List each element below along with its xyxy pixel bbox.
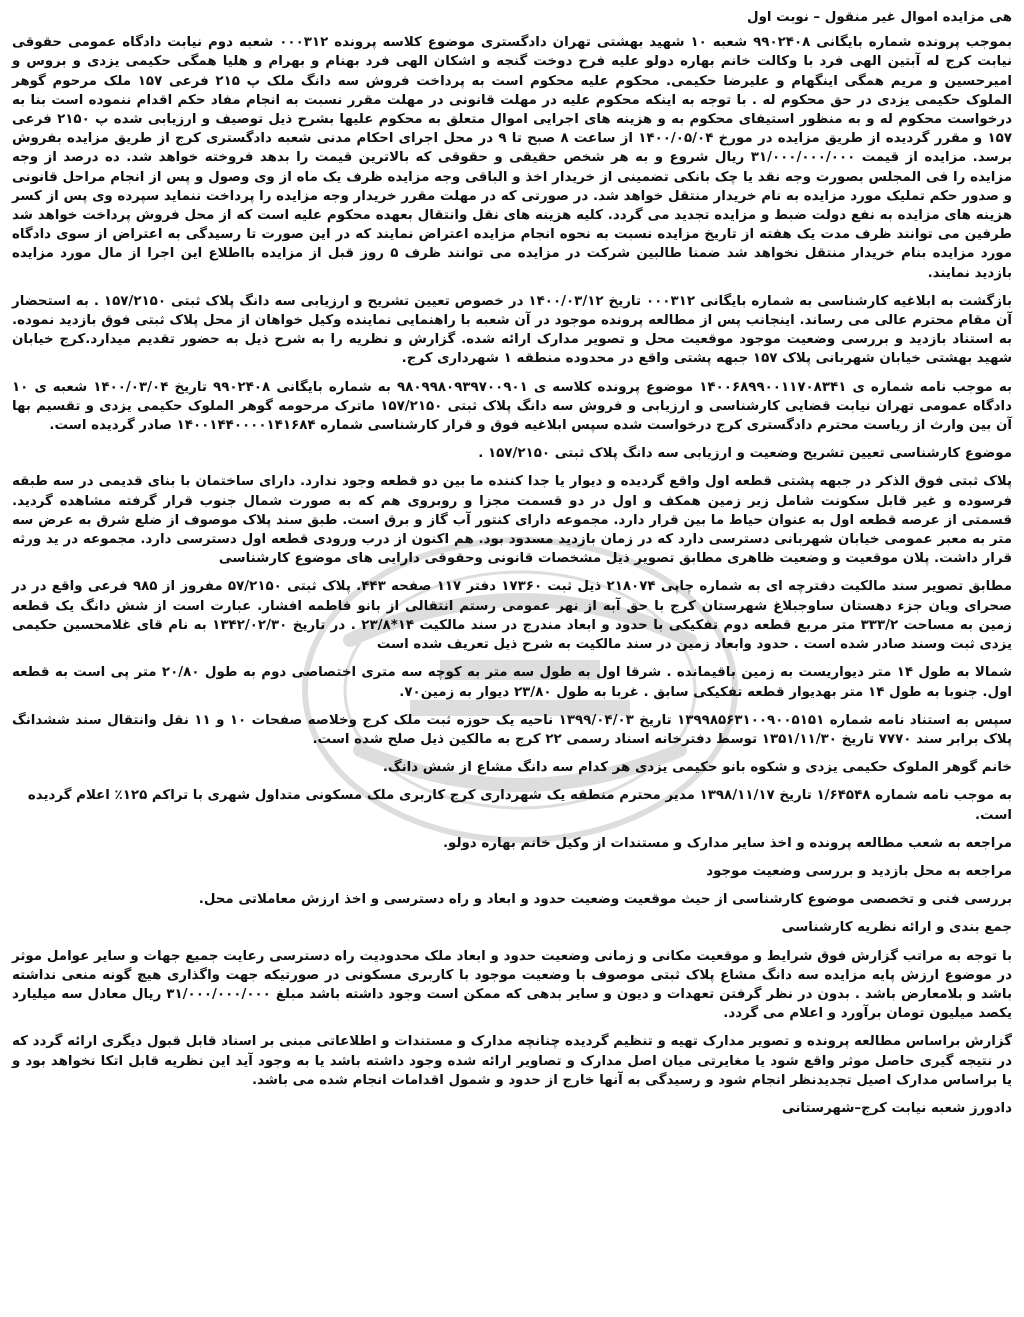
paragraph-disclaimer: گزارش براساس مطالعه پرونده و تصویر مدارک تهیه و تنظیم گردیده چنانچه مدارک و مستندات و اطلاعاتی مبنی بر اسناد قابل قبول دیگری ارائه گردد که در نتیجه گیری حاصل موثر واقع شود یا مغایرتی میان اصل مدارک و تصاویر ارائه شده وجود داشته باشد یا به وجود آید این نظریه قابل اتکا نخواهد بود و یا براساس مدارک اصیل تجدیدنظر انجام شود و رسیدگی به آنها خارج از حدود و شمول اقدامات انجام شده می باشد. — [12, 1034, 1012, 1088]
paragraph-property-description: پلاک ثبتی فوق الذکر در جبهه پشتی قطعه اول واقع گردیده و دیوار یا جدا کننده ما بین دو قطعه وجود ندارد. دارای ساختمان با بنای قدیمی در سه طبقه فرسوده و غیر قابل سکونت شامل زیر زمین همکف و اول در دو قسمت مجزا و روبروی هم که به صورت شمال جنوب قرار گرفته مشاهده گردید. قسمتی از عرصه قطعه اول به عنوان حیاط ما بین قرار دارد. مجموعه دارای کنتور آب گاز و برق است. طبق سند پلاک موصوف از ضلع شرق به عرض سه متر به معبر عمومی خیابان شهربانی دسترسی دارد که در زمان بازدید مسدود بود. هم اکنون از درب ورودی قطعه اول دسترسی دارد. مجموعه در ید ورثه قرار داشت. پلان موقعیت و وضعیت ظاهری مطابق تصویر ذیل مشخصات قانونی وحقوقی دارایی های موضوع کارشناسی — [12, 474, 1012, 567]
paragraph-summary-heading: جمع بندی و ارائه نظریه کارشناسی — [781, 920, 1012, 936]
paragraph-expert-subject: موضوع کارشناسی تعیین تشریح وضعیت و ارزیابی سه دانگ پلاک ثبتی ۱۵۷/۲۱۵۰ . — [478, 446, 1012, 462]
paragraph-step-file-review: مراجعه به شعب مطالعه پرونده و اخذ سایر مدارک و مستندات از وکیل خانم بهاره دولو. — [442, 835, 1012, 851]
paragraph-court-letter: به موجب نامه شماره ی ۱۴۰۰۶۸۹۹۰۰۱۱۷۰۸۳۴۱ موضوع پرونده کلاسه ی ۹۸۰۹۹۸۰۹۳۹۷۰۰۹۰۱ به شماره بایگانی ۹۹۰۲۴۰۸ تاریخ ۱۴۰۰/۰۳/۰۴ شعبه ی ۱۰ دادگاه عمومی تهران نیابت قضایی کارشناسی و ارزیابی و فروش سه دانگ پلاک ثبتی ۱۵۷/۲۱۵۰ ماترک مرحومه گوهر الملوک حکیمی یزدی و تقسیم بها آن بین وارث از ریاست محترم دادگستری کرج درخواست شده سپس ابلاغیه فوق و قرار کارشناسی شماره ۱۴۰۰۱۴۴۰۰۰۰۱۴۱۶۸۴ صادر گردیده است. — [12, 379, 1013, 434]
paragraph-boundaries: شمالا به طول ۱۴ متر دیواریست به زمین باقیمانده . شرقا اول به طول سه متر به کوچه سه متری اختصاصی دوم به طول ۲۰/۸۰ متر پی است به قطعه اول. جنوبا به طول ۱۴ متر بهدیوار قطعه تفکیکی سابق . غربا به طول ۲۳/۸۰ دیوار به زمین۷۰. — [12, 665, 1013, 700]
paragraph-municipality-use: به موجب نامه شماره ۱/۶۴۵۴۸ تاریخ ۱۳۹۸/۱۱/۱۷ مدیر محترم منطقه یک شهرداری کرج کاربری ملک مسکونی متداول شهری با تراکم ۱۲۵٪ اعلام گردیده است. — [27, 788, 1012, 823]
paragraph-step-technical-review: بررسی فنی و تخصصی موضوع کارشناسی از حیث موقعیت وضعیت حدود و ابعاد و راه دسترسی و اخذ ارزش معاملاتی محل. — [198, 892, 1012, 908]
paragraph-deed-details: مطابق تصویر سند مالکیت دفترچه ای به شماره چاپی ۲۱۸۰۷۴ ذیل ثبت ۱۷۳۶۰ دفتر ۱۱۷ صفحه ۴۴۳. پلاک ثبتی ۵۷/۲۱۵۰ مفروز از ۹۸۵ فرعی واقع در در صحرای ویان جزء دهستان ساوجبلاغ شهرستان کرج با حق آبه از نهر عمومی رستم انتقالی از بانو فاطمه افشار. عبارت است از شش دانگ یک قطعه زمین به مساحت ۳۳۳/۲ متر مربع قطعه دوم تفکیکی با حدود و ابعاد مندرج در سند مالکیت ۱۴*۲۳/۸ . در تاریخ ۱۳۴۲/۰۲/۳۰ به نام قای غلامحسین حکیمی یزدی ثبت وسند صادر شده است . حدود وابعاد زمین در سند مالکیت به شرح ذیل تعریف شده است — [12, 579, 1012, 653]
notice-title: هی مزایده اموال غیر منقول – نوبت اول — [746, 10, 1012, 25]
paragraph-transfer-record: سپس به استناد نامه شماره ۱۳۹۹۸۵۶۳۱۰۰۹۰۰۵۱۵۱ تاریخ ۱۳۹۹/۰۴/۰۳ ناحیه یک حوزه ثبت ملک کرج وخلاصه صفحات ۱۰ و ۱۱ نقل وانتقال سند ششدانگ پلاک برابر سند ۷۷۷۰ تاریخ ۱۳۵۱/۱۱/۳۰ توسط دفترخانه اسناد رسمی ۲۲ کرج به مالکین ذیل صلح شده است. — [12, 712, 1012, 747]
signature-line: دادورز شعبه نیابت کرج–شهرستانی — [781, 1100, 1012, 1116]
paragraph-owners: خانم گوهر الملوک حکیمی یزدی و شکوه بانو حکیمی یزدی هر کدام سه دانگ مشاع از شش دانگ. — [382, 760, 1012, 776]
paragraph-expert-return: بازگشت به ابلاغیه کارشناسی به شماره بایگانی ۰۰۰۳۱۲ تاریخ ۱۴۰۰/۰۳/۱۲ در خصوص تعیین تشریح و ارزیابی سه دانگ پلاک ثبتی ۱۵۷/۲۱۵۰ . به استحضار آن مقام محترم عالی می رساند. اینجانب پس از مطالعه پرونده موجود در آن شعبه با راهنمایی نماینده وکیل خواهان از محل پلاک ثبتی فوق بازدید نموده. به استناد بازدید و بررسی وضعیت موجود موقعیت محل و تصویر مدارک ارائه شده. گزارش و نظریه را به شرح ذیل به حضور تقدیم میدارد.کرج خیابان شهید بهشتی خیابان شهربانی پلاک ۱۵۷ جبهه پشتی واقع در محدوده منطقه ۱ شهرداری کرج. — [12, 293, 1012, 367]
paragraph-auction-terms: بموجب پرونده شماره بایگانی ۹۹۰۲۴۰۸ شعبه ۱۰ شهید بهشتی تهران دادگستری موضوع کلاسه پرونده ۰۰۰۳۱۲ شعبه دوم نیابت دادگاه عمومی حقوقی نیابت کرج له آبتین الهی فرد با وکالت خانم بهاره دولو علیه فرح دوخت گنجه و اشکان الهی فرد بهنام و بهرام و هلیا همگی حکیمی یزدی و بروس و امیرحسین و مریم همگی اینگهام و علیرضا حکیمی. محکوم علیه محکوم است به پرداخت فروش سه دانگ ملک پ ۲۱۵ فرعی ۱۵۷ ملک مرحوم گوهر الملوک حکیمی یزدی در حق محکوم له . با توجه به اینکه محکوم علیه در مهلت قانونی در مهلت مقرر نسبت به انجام مفاد حکم اقدام ننموده است بنا به درخواست محکوم له و به منظور استیفای محکوم به و هزینه های اجرایی اموال متعلق به محکوم علیها بشرح ذیل توصیف و ارزیابی شده پ ۲۱۵۰ فرعی ۱۵۷ و مقرر گردیده از طریق مزایده در مورخ ۱۴۰۰/۰۵/۰۴ از ساعت ۸ صبح تا ۹ در محل اجرای احکام مدنی شعبه دادگستری کرج از طریق مزایده بفروش برسد. مزایده از قیمت ۳۱/۰۰۰/۰۰۰/۰۰۰ ریال شروع و به هر شخص حقیقی و حقوقی که بالاترین قیمت را بدهد فروخته خواهد شد. ده درصد از وجه مزایده را فی المجلس بصورت وجه نقد یا چک بانکی تضمینی از خریدار اخذ و الباقی وجه مزایده ظرف یک ماه از وی وصول و پس از انجام مراحل قانونی و صدور حکم تملیک مورد مزایده به نام خریدار منتقل خواهد شد. در صورتی که در مهلت مقرر خریدار وجه مزایده را پرداخت ننماید سپرده وی پس از کسر هزینه های مزایده به نفع دولت ضبط و مزایده تجدید می گردد. کلیه هزینه های نقل وانتقال بعهده محکوم علیه است که از محل فروش پرداخت خواهد شد طرفین می توانند ظرف مدت یک هفته از تاریخ مزایده نسبت به نحوه انجام مزایده اعتراض نمایند که در این صورت تا رسیدگی به اعتراض از سوی دادگاه مورد مزایده بنام خریدار منتقل نخواهد شد ضمنا طالبین شرکت در مزایده می توانند ظرف ۵ روز قبل از مزایده بااطلاع این اجرا از مال مورد مزایده بازدید نمایند. — [12, 35, 1013, 281]
paragraph-valuation: با توجه به مراتب گزارش فوق شرایط و موقعیت مکانی و زمانی وضعیت حدود و ابعاد ملک محدودیت راه دسترسی رعایت جمیع جهات و سایر عوامل موثر در موضوع ارزش پایه مزایده سه دانگ مشاع پلاک ثبتی موصوف با وضعیت موجود با کاربری مسکونی در صورتیکه جهت واگذاری هیچ گونه منعی نداشته باشد و بلامعارض باشد . بدون در نظر گرفتن تعهدات و دیون و سایر بدهی که ممکن است وجود داشته باشد مبلغ ۳۱/۰۰۰/۰۰۰/۰۰۰ ریال معادل سه میلیارد یکصد میلیون تومان برآورد و اعلام می گردد. — [12, 948, 1012, 1022]
paragraph-step-site-visit: مراجعه به محل بازدید و بررسی وضعیت موجود — [706, 863, 1012, 879]
